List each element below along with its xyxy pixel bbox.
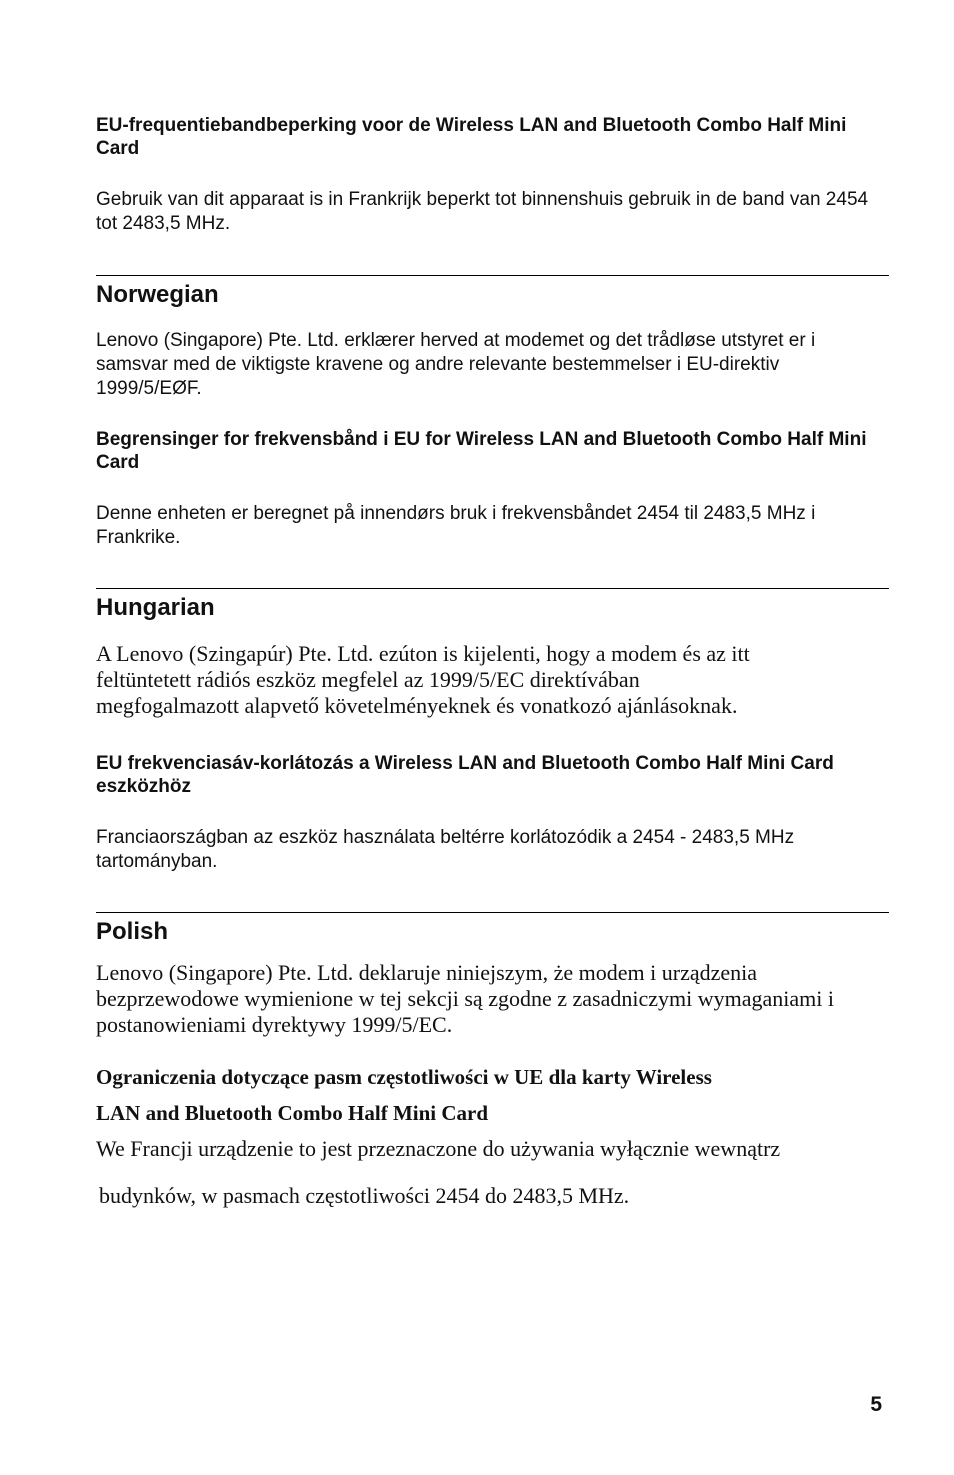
section-heading-polish: Polish: [96, 918, 169, 945]
hungarian-subheading: EU frekvenciasáv-korlátozás a Wireless LAN and Bluetooth Combo Half Mini Card eszközhöz: [96, 753, 834, 797]
polish-subheading-line: Ograniczenia dotyczące pasm częstotliwości w UE dla karty Wireless: [96, 1065, 712, 1089]
page-number: 5: [870, 1393, 882, 1416]
hungarian-body-line: feltüntetett rádiós eszköz megfelel az 1999/5/EC direktívában: [96, 667, 640, 692]
hungarian-body2: Franciaországban az eszköz használata beltérre korlátozódik a 2454 - 2483,5 MHz tartományban.: [96, 827, 795, 872]
polish-body: Lenovo (Singapore) Pte. Ltd. deklaruje niniejszym, że modem i urządzenia bezprzewodowe wymienione w tej sekcji są zgodne z zasadniczymi wymaganiami i postanowieniami dyrektywy 1999/5/EC.: [96, 960, 834, 1037]
section-heading-norwegian: Norwegian: [96, 281, 219, 308]
dutch-subheading: EU-frequentiebandbeperking voor de Wireless LAN and Bluetooth Combo Half Mini Card: [96, 115, 847, 159]
dutch-body: Gebruik van dit apparaat is in Frankrijk beperkt tot binnenshuis gebruik in de band van 2454 tot 2483,5 MHz.: [96, 189, 869, 234]
section-divider: [96, 912, 889, 913]
hungarian-body-line: A Lenovo (Szingapúr) Pte. Ltd. ezúton is kijelenti, hogy a modem és az itt: [96, 641, 750, 666]
section-divider: [96, 588, 889, 589]
norwegian-body: Lenovo (Singapore) Pte. Ltd. erklærer herved at modemet og det trådløse utstyret er i samsvar med de viktigste kravene og andre relevante bestemmelser i EU-direktiv 1999/5/EØF.: [96, 330, 816, 399]
norwegian-subheading: Begrensinger for frekvensbånd i EU for Wireless LAN and Bluetooth Combo Half Mini Card: [96, 429, 867, 473]
norwegian-body2: Denne enheten er beregnet på innendørs bruk i frekvensbåndet 2454 til 2483,5 MHz i Frankrike.: [96, 503, 816, 548]
polish-subheading-line: LAN and Bluetooth Combo Half Mini Card: [96, 1101, 489, 1125]
hungarian-body-line: megfogalmazott alapvető követelményeknek és vonatkozó ajánlásoknak.: [96, 693, 738, 718]
polish-body2-line: We Francji urządzenie to jest przeznaczone do używania wyłącznie wewnątrz: [96, 1136, 781, 1161]
section-divider: [96, 275, 889, 276]
polish-body2: [96, 1136, 889, 1209]
polish-subheading: [96, 1059, 889, 1131]
section-heading-hungarian: Hungarian: [96, 594, 215, 621]
hungarian-body: [96, 641, 889, 719]
polish-body2-line: budynków, w pasmach częstotliwości 2454 do 2483,5 MHz.: [99, 1183, 630, 1208]
